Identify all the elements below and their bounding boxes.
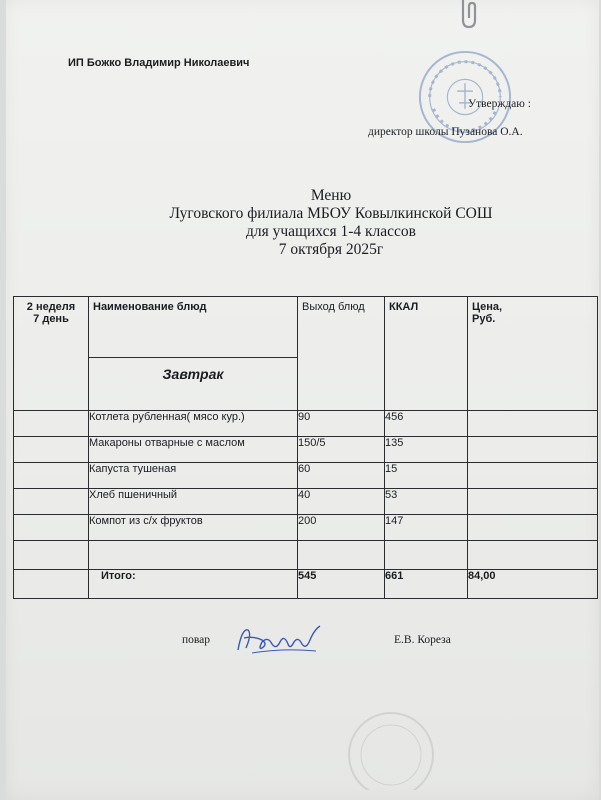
meal-label: Завтрак: [162, 366, 224, 382]
table-row: [14, 411, 598, 437]
title-line-3: для учащихся 1-4 классов: [246, 223, 416, 240]
title-line-4: 7 октября 2025г: [278, 241, 384, 258]
row-empty-cell: [14, 411, 89, 437]
dish-name: Макароны отварные с маслом: [89, 437, 298, 463]
dish-output: 200: [298, 515, 385, 541]
title-line-1: Меню: [310, 187, 352, 204]
dish-name: Компот из с/х фруктов: [89, 515, 298, 541]
dish-price: [468, 437, 598, 463]
dish-kcal: [385, 541, 468, 570]
total-kcal: 661: [385, 570, 468, 599]
cook-signature: [232, 620, 328, 658]
vendor-name: ИП Божко Владимир Николаевич: [68, 57, 250, 69]
row-empty-cell: [14, 437, 89, 463]
dish-price: [468, 411, 598, 437]
dish-name: Котлета рубленная( мясо кур.): [89, 411, 298, 437]
row-empty-cell: [14, 541, 89, 570]
header-dish-name: Наименование блюд: [89, 297, 298, 358]
dish-name: Хлеб пшеничный: [89, 489, 298, 515]
total-label: Итого:: [89, 570, 298, 599]
dish-name: [89, 541, 298, 570]
total-empty-cell: [14, 570, 89, 599]
table-row: [14, 463, 598, 489]
dish-price: [468, 541, 598, 570]
approval-label: Утверждаю :: [468, 98, 531, 110]
row-empty-cell: [14, 515, 89, 541]
header-kcal: ККАЛ: [385, 297, 468, 411]
dish-price: [468, 515, 598, 541]
cook-label: повар: [182, 634, 211, 646]
document-title: [96, 187, 566, 259]
dish-kcal: 15: [385, 463, 468, 489]
header-output: Выход блюд: [298, 297, 385, 411]
table-row: [14, 541, 598, 570]
title-line-2: Луговского филиала МБОУ Ковылкинской СОШ: [169, 205, 493, 222]
dish-price: [468, 463, 598, 489]
dish-kcal: 456: [385, 411, 468, 437]
dish-output: 60: [298, 463, 385, 489]
dish-kcal: 53: [385, 489, 468, 515]
dish-price: [468, 489, 598, 515]
header-price: Цена, Руб.: [468, 297, 598, 411]
row-empty-cell: [14, 463, 89, 489]
menu-table: [13, 296, 598, 599]
table-row: [14, 515, 598, 541]
header-week-day: 2 неделя 7 день: [14, 297, 89, 411]
dish-output: 150/5: [298, 437, 385, 463]
table-row: [14, 489, 598, 515]
paperclip-icon: [454, 0, 484, 30]
dish-output: [298, 541, 385, 570]
faint-stamp-icon: [336, 700, 446, 790]
total-price: 84,00: [468, 570, 598, 599]
dish-output: 40: [298, 489, 385, 515]
total-row: [14, 570, 598, 599]
cook-name: Е.В. Кореза: [394, 634, 451, 646]
dish-kcal: 147: [385, 515, 468, 541]
table-row: [14, 437, 598, 463]
dish-kcal: 135: [385, 437, 468, 463]
row-empty-cell: [14, 489, 89, 515]
table-header-row: [14, 297, 598, 358]
dish-name: Капуста тушеная: [89, 463, 298, 489]
director-line: директор школы Пузанова О.А.: [368, 126, 523, 138]
total-output: 545: [298, 570, 385, 599]
dish-output: 90: [298, 411, 385, 437]
meal-cell: [89, 358, 298, 411]
